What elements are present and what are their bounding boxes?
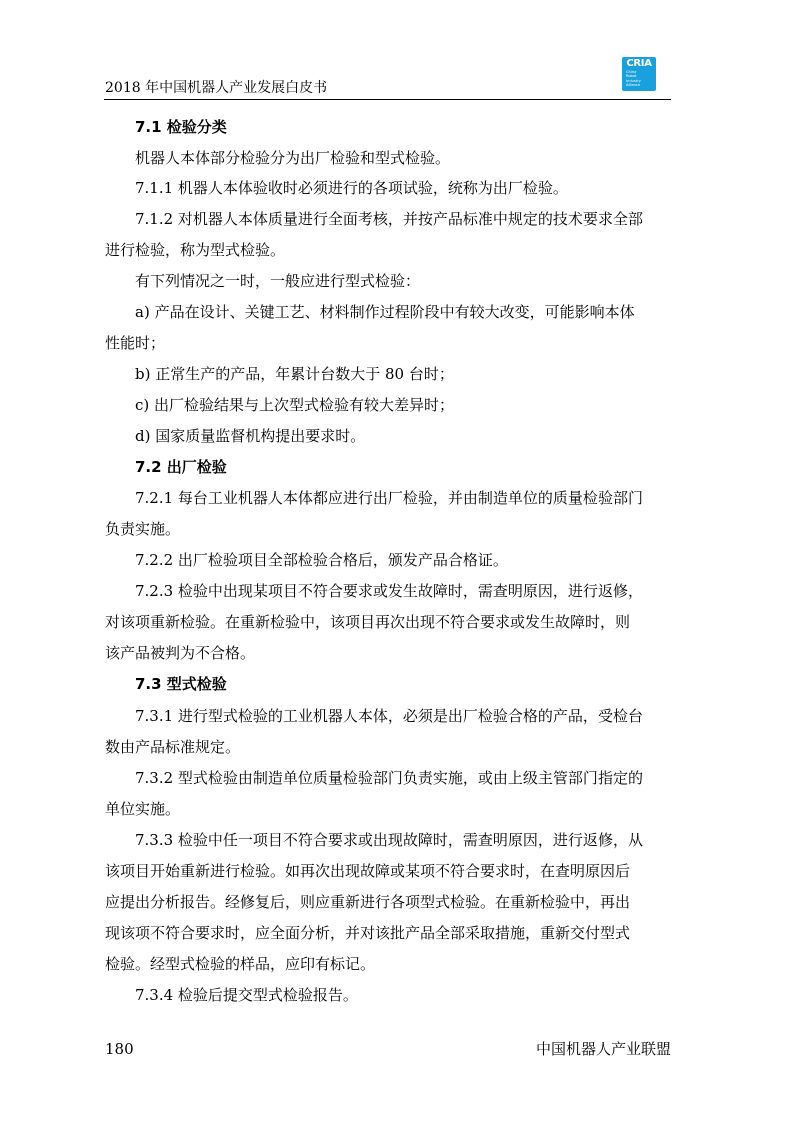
paragraph-line: 应提出分析报告。经修复后，则应重新进行各项型式检验。在重新检验中，再出 bbox=[105, 893, 631, 911]
paragraph-line: 7.2.3 检验中出现某项目不符合要求或发生故障时，需查明原因，进行返修， bbox=[135, 582, 643, 600]
list-item-c: c) 出厂检验结果与上次型式检验有较大差异时； bbox=[135, 396, 455, 414]
paragraph-line: 7.3.2 型式检验由制造单位质量检验部门负责实施，或由上级主管部门指定的 bbox=[135, 769, 643, 787]
paragraph-line: 7.1.2 对机器人本体质量进行全面考核，并按产品标准中规定的技术要求全部 bbox=[135, 210, 643, 228]
logo-subtitle-line: Robot bbox=[626, 74, 637, 79]
paragraph-line: 7.3.3 检验中任一项目不符合要求或出现故障时，需查明原因，进行返修，从 bbox=[135, 831, 643, 849]
paragraph-line: 7.3.4 检验后提交型式检验报告。 bbox=[135, 986, 358, 1004]
list-item-b: b) 正常生产的产品，年累计台数大于 80 台时； bbox=[135, 365, 454, 383]
paragraph-line: 机器人本体部分检验分为出厂检验和型式检验。 bbox=[135, 149, 451, 167]
running-header-title: 2018 年中国机器人产业发展白皮书 bbox=[105, 80, 328, 96]
paragraph-line: 数由产品标准规定。 bbox=[105, 738, 241, 756]
paragraph-line: 该项目开始重新进行检验。如再次出现故障或某项不符合要求时，在查明原因后 bbox=[105, 862, 631, 880]
paragraph-line: 7.3.1 进行型式检验的工业机器人本体，必须是出厂检验合格的产品，受检台 bbox=[135, 707, 643, 725]
list-item-a-continued: 性能时； bbox=[105, 334, 166, 352]
paragraph-line: 现该项不符合要求时，应全面分析，并对该批产品全部采取措施，重新交付型式 bbox=[105, 924, 631, 942]
cria-logo bbox=[622, 57, 656, 91]
paragraph-line: 对该项重新检验。在重新检验中，该项目再次出现不符合要求或发生故障时，则 bbox=[105, 613, 631, 631]
section-heading-7-2: 7.2 出厂检验 bbox=[135, 458, 227, 476]
paragraph-line: 7.2.1 每台工业机器人本体都应进行出厂检验，并由制造单位的质量检验部门 bbox=[135, 489, 643, 507]
paragraph-line: 7.1.1 机器人本体验收时必须进行的各项试验，统称为出厂检验。 bbox=[135, 179, 568, 197]
paragraph-line: 负责实施。 bbox=[105, 520, 181, 538]
header-divider bbox=[104, 99, 671, 100]
logo-wordmark: CRIA bbox=[626, 58, 652, 69]
paragraph-line: 7.2.2 出厂检验项目全部检验合格后，颁发产品合格证。 bbox=[135, 551, 508, 569]
paragraph-line: 检验。经型式检验的样品，应印有标记。 bbox=[105, 955, 376, 973]
section-heading-7-3: 7.3 型式检验 bbox=[135, 675, 227, 693]
paragraph-line: 有下列情况之一时，一般应进行型式检验： bbox=[135, 272, 421, 290]
logo-subtitle-line: Alliance bbox=[626, 83, 641, 88]
list-item-a: a) 产品在设计、关键工艺、材料制作过程阶段中有较大改变，可能影响本体 bbox=[135, 303, 635, 321]
logo-subtitle bbox=[626, 70, 656, 88]
footer-organization: 中国机器人产业联盟 bbox=[535, 1040, 671, 1058]
logo-subtitle-line: Industry bbox=[626, 78, 641, 83]
paragraph-line: 单位实施。 bbox=[105, 800, 181, 818]
section-heading-7-1: 7.1 检验分类 bbox=[135, 118, 227, 136]
paragraph-line: 该产品被判为不合格。 bbox=[105, 644, 256, 662]
paragraph-line: 进行检验，称为型式检验。 bbox=[105, 241, 286, 259]
page-number: 180 bbox=[105, 1040, 134, 1058]
logo-subtitle-line: China bbox=[626, 70, 637, 74]
list-item-d: d) 国家质量监督机构提出要求时。 bbox=[135, 427, 366, 445]
